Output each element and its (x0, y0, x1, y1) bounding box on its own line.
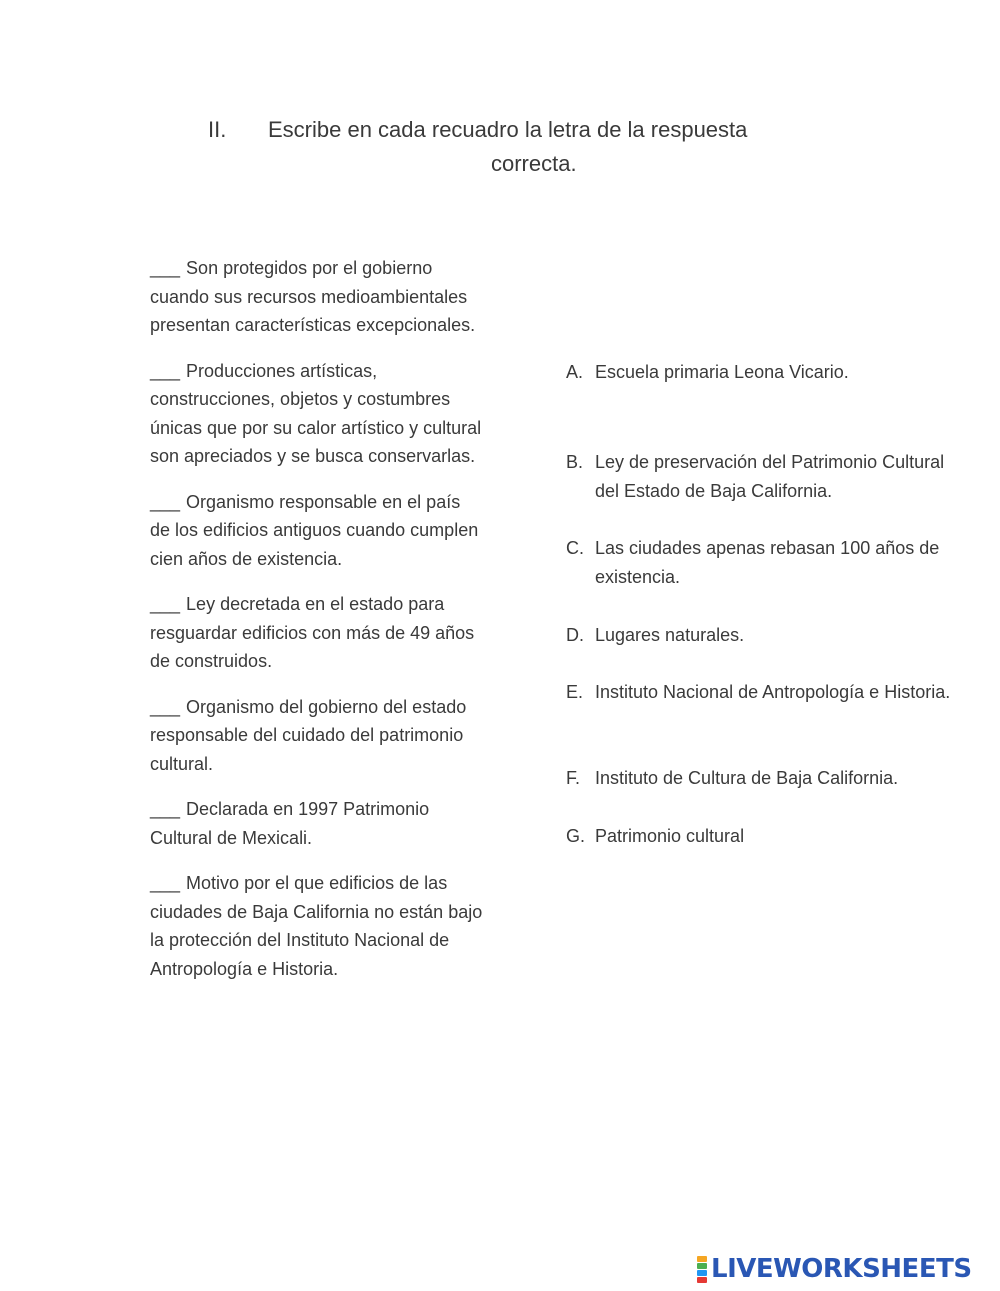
option-b (566, 448, 966, 506)
option-c (566, 534, 966, 592)
question-text: Organismo del gobierno del estado responsable del cuidado del patrimonio cultural. (150, 696, 467, 774)
question-item (150, 869, 485, 983)
option-e (566, 678, 966, 707)
question-text: Ley decretada en el estado para resguardar edificios con más de 49 años de construidos. (150, 594, 475, 671)
question-item (150, 254, 485, 340)
logo-wordmark: LIVEWORKSHEETS (711, 1254, 972, 1284)
option-letter: G. (566, 826, 586, 846)
question-item (150, 795, 485, 852)
section-number: II. (208, 117, 227, 142)
answer-blank[interactable]: ___ (150, 360, 181, 381)
question-text: Son protegidos por el gobierno cuando sus recursos medioambientales presentan características excepcionales. (150, 258, 476, 335)
liveworksheets-logo (697, 1252, 972, 1286)
option-f (566, 764, 966, 793)
answer-blank[interactable]: ___ (150, 696, 181, 717)
option-g (566, 822, 966, 851)
option-text: Ley de preservación del Patrimonio Cultural del Estado de Baja California. (595, 452, 945, 501)
question-item (150, 693, 485, 779)
logo-block (697, 1263, 707, 1269)
option-text: Escuela primaria Leona Vicario. (595, 362, 849, 382)
instruction-line-1: Escribe en cada recuadro la letra de la respuesta (268, 117, 748, 142)
answer-blank[interactable]: ___ (150, 873, 181, 893)
option-text: Patrimonio cultural (595, 826, 745, 846)
answer-blank[interactable]: ___ (150, 799, 181, 819)
question-item (150, 590, 485, 676)
option-letter: E. (566, 682, 584, 702)
logo-blocks-icon (697, 1256, 707, 1283)
option-letter: A. (566, 362, 584, 382)
question-text: Producciones artísticas, construcciones, objetos y costumbres únicas que por su calor artístico y cultural son apreciados y se busca conservarlas. (150, 360, 482, 466)
instruction-line-2: correcta. (491, 151, 577, 176)
questions-column (150, 254, 485, 1000)
answer-blank[interactable]: ___ (150, 491, 181, 512)
option-text: Instituto de Cultura de Baja California. (595, 768, 899, 788)
option-d (566, 621, 966, 650)
answer-blank[interactable]: ___ (150, 258, 181, 278)
option-letter: F. (566, 768, 581, 788)
question-item (150, 488, 485, 574)
answer-blank[interactable]: ___ (150, 594, 181, 614)
question-text: Motivo por el que edificios de las ciudades de Baja California no están bajo la protección del Instituto Nacional de Antropología e Historia. (150, 873, 483, 979)
option-text: Instituto Nacional de Antropología e Historia. (595, 682, 951, 702)
option-letter: C. (566, 538, 584, 558)
question-item (150, 357, 485, 471)
question-text: Declarada en 1997 Patrimonio Cultural de Mexicali. (150, 799, 430, 848)
logo-block (697, 1277, 707, 1283)
question-text: Organismo responsable en el país de los edificios antiguos cuando cumplen cien años de existencia. (150, 491, 479, 569)
option-text: Lugares naturales. (595, 625, 745, 645)
option-a (566, 358, 966, 387)
logo-block (697, 1256, 707, 1262)
option-letter: B. (566, 452, 584, 472)
logo-block (697, 1270, 707, 1276)
option-text: Las ciudades apenas rebasan 100 años de existencia. (595, 538, 940, 587)
option-letter: D. (566, 625, 584, 645)
